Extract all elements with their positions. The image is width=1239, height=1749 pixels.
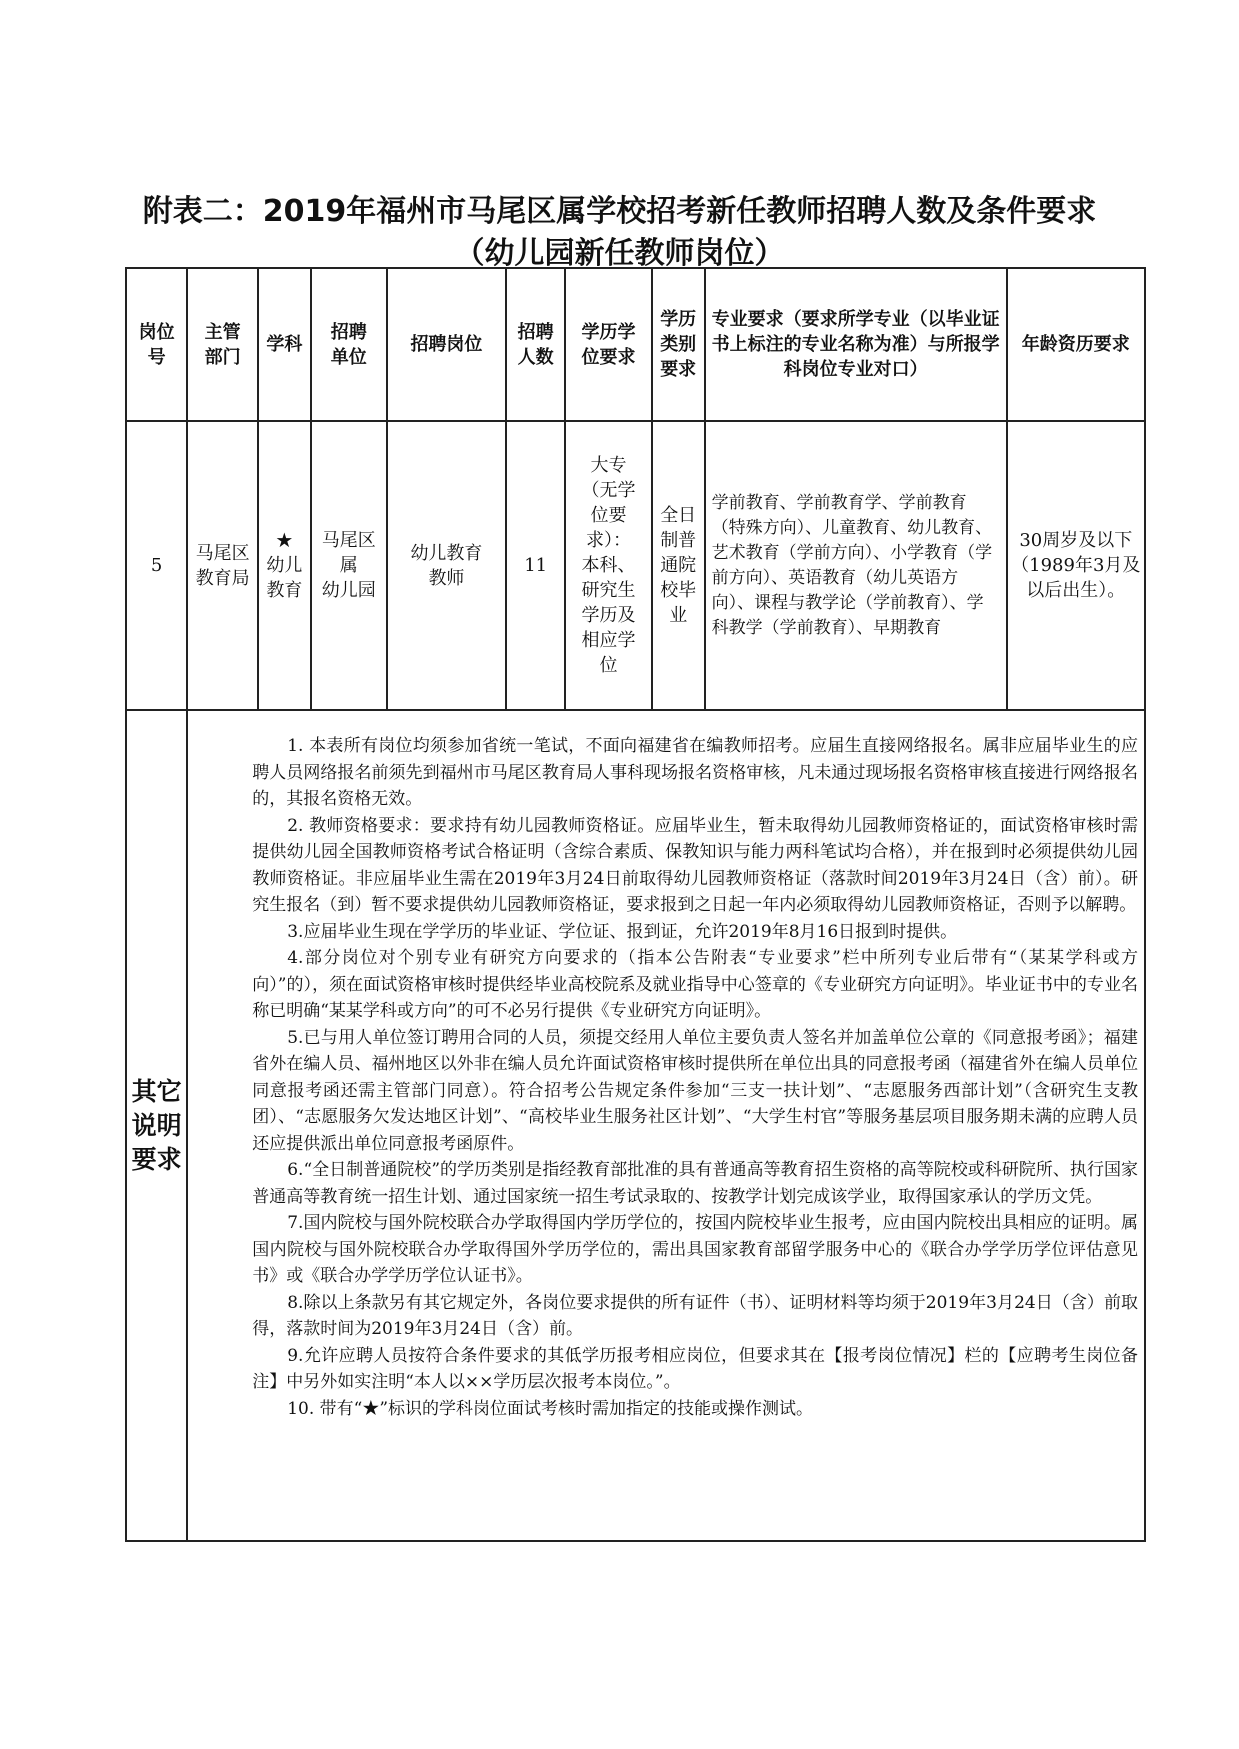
header-position: 招聘岗位: [387, 268, 506, 421]
header-unit: 招聘 单位: [311, 268, 387, 421]
note-item: 10. 带有“★”标识的学科岗位面试考核时需加指定的技能或操作测试。: [287, 1398, 814, 1419]
note-item: 9.允许应聘人员按符合条件要求的其低学历报考相应岗位，但要求其在【报考岗位情况】栏的【应聘考生岗位备注】中另外如实注明“本人以××学历层次报考本岗位。”。: [252, 1345, 1138, 1392]
header-post-no: 岗位 号: [126, 268, 187, 421]
note-item: 3.应届毕业生现在学学历的毕业证、学位证、报到证，允许2019年8月16日报到时提供。: [287, 921, 958, 942]
cell-major: 学前教育、学前教育学、学前教育（特殊方向）、儿童教育、幼儿教育、艺术教育（学前方向）、小学教育（学前方向）、英语教育（幼儿英语方向）、课程与教学论（学前教育）、学科教学（学前教育）、早期教育: [705, 421, 1007, 710]
header-edu-type: 学历 类别 要求: [652, 268, 705, 421]
cell-edu-type: 全日 制普 通院 校毕 业: [652, 421, 705, 710]
cell-position: 幼儿教育 教师: [387, 421, 506, 710]
header-subject: 学科: [258, 268, 311, 421]
cell-dept: 马尾区 教育局: [187, 421, 258, 710]
note-item: 2. 教师资格要求：要求持有幼儿园教师资格证。应届毕业生，暂未取得幼儿园教师资格证的，面试资格审核时需提供幼儿园全国教师资格考试合格证明（含综合素质、保教知识与能力两科笔试均合格），并在报到时必须提供幼儿园教师资格证。非应届毕业生需在2019年3月24日前取得幼儿园教师资格证（落款时间2019年3月24日（含）前）。研究生报名（到）暂不要求提供幼儿园教师资格证，要求报到之日起一年内必须取得幼儿园教师资格证，否则予以解聘。: [252, 815, 1138, 915]
cell-degree: 大专 （无学 位要 求）： 本科、 研究生 学历及 相应学 位: [565, 421, 652, 710]
note-item: 7.国内院校与国外院校联合办学取得国内学历学位的，按国内院校毕业生报考，应由国内院校出具相应的证明。属国内院校与国外院校联合办学取得国外学历学位的，需出具国家教育部留学服务中心的《联合办学学历学位评估意见书》或《联合办学学历学位认证书》。: [252, 1213, 1138, 1286]
header-degree: 学历学 位要求: [565, 268, 652, 421]
page-subtitle: （幼儿园新任教师岗位）: [454, 236, 785, 271]
header-major: 专业要求（要求所学专业（以毕业证书上标注的专业名称为准）与所报学科岗位专业对口）: [705, 268, 1007, 421]
cell-count: 11: [506, 421, 565, 710]
cell-age: 30周岁及以下 （1989年3月及 以后出生）。: [1007, 421, 1145, 710]
cell-post-no: 5: [126, 421, 187, 710]
notes-label: 其它 说明 要求: [126, 710, 187, 1541]
note-item: 6.“全日制普通院校”的学历类别是指经教育部批准的具有普通高等教育招生资格的高等院校或科研院所、执行国家普通高等教育统一招生计划、通过国家统一招生考试录取的、按教学计划完成该学业，取得国家承认的学历文凭。: [252, 1160, 1138, 1207]
note-item: 4.部分岗位对个别专业有研究方向要求的（指本公告附表“专业要求”栏中所列专业后带有“（某某学科或方向）”的），须在面试资格审核时提供经毕业高校院系及就业指导中心签章的《专业研究方向证明》。毕业证书中的专业名称已明确“某某学科或方向”的可不必另行提供《专业研究方向证明》。: [252, 948, 1138, 1021]
cell-unit: 马尾区 属 幼儿园: [311, 421, 387, 710]
header-row: [126, 268, 1145, 421]
table-row: [126, 421, 1145, 710]
star-icon: ★: [275, 528, 294, 552]
notes-content: [187, 710, 1145, 1541]
note-item: 5.已与用人单位签订聘用合同的人员，须提交经用人单位主要负责人签名并加盖单位公章的《同意报考函》；福建省外在编人员、福州地区以外非在编人员允许面试资格审核时提供所在单位出具的同意报考函（福建省外在编人员单位同意报考函还需主管部门同意）。符合招考公告规定条件参加“三支一扶计划”、“志愿服务西部计划”（含研究生支教团）、“志愿服务欠发达地区计划”、“高校毕业生服务社区计划”、“大学生村官”等服务基层项目服务期未满的应聘人员还应提供派出单位同意报考函原件。: [252, 1027, 1138, 1154]
cell-subject: ★ 幼儿 教育: [258, 421, 311, 710]
header-dept: 主管 部门: [187, 268, 258, 421]
header-age: 年龄资历要求: [1007, 268, 1145, 421]
note-item: 8.除以上条款另有其它规定外，各岗位要求提供的所有证件（书）、证明材料等均须于2019年3月24日（含）前取得，落款时间为2019年3月24日（含）前。: [252, 1292, 1138, 1339]
header-count: 招聘 人数: [506, 268, 565, 421]
notes-row: [126, 710, 1145, 1541]
note-item: 1. 本表所有岗位均须参加省统一笔试，不面向福建省在编教师招考。应届生直接网络报名。属非应届毕业生的应聘人员网络报名前须先到福州市马尾区教育局人事科现场报名资格审核，凡未通过现场报名资格审核直接进行网络报名的，其报名资格无效。: [252, 736, 1138, 809]
recruitment-table: [125, 267, 1146, 1542]
page-title: 附表二：2019年福州市马尾区属学校招考新任教师招聘人数及条件要求: [142, 194, 1097, 229]
